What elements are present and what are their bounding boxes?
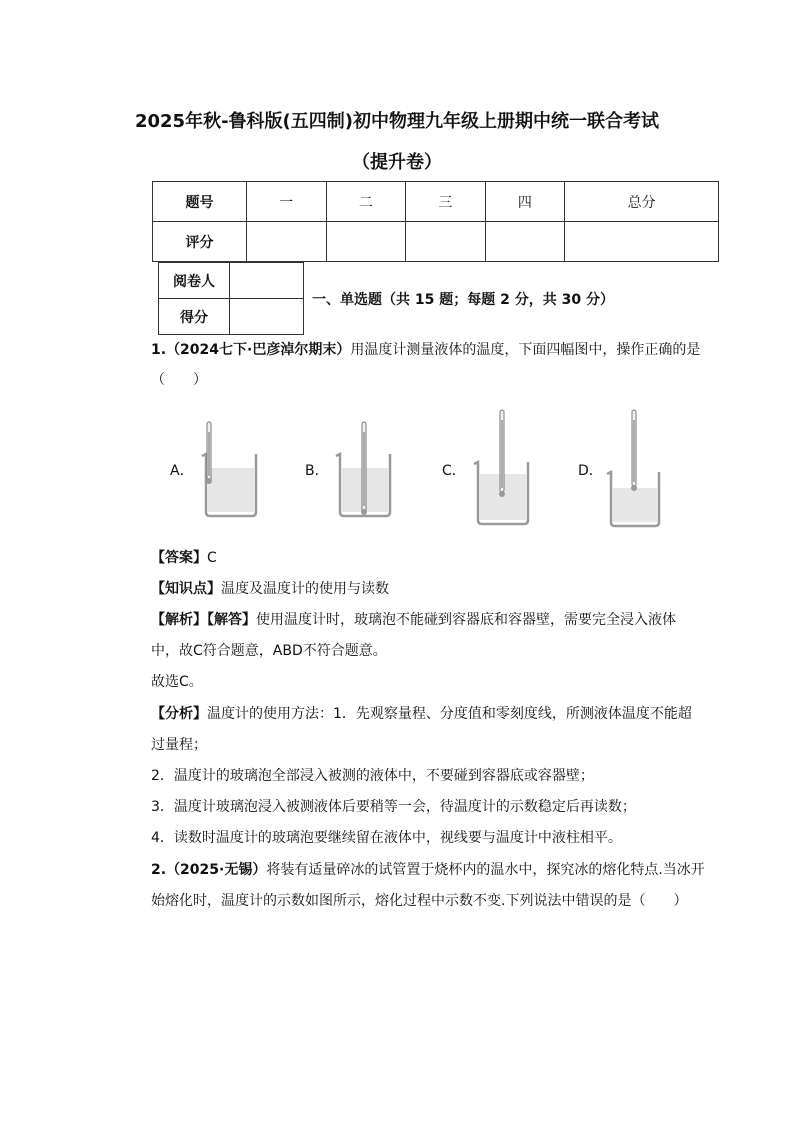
fenxi-line-1: [151, 704, 721, 724]
grader-score-field: [230, 299, 304, 335]
analysis-label: 【解析】: [151, 612, 207, 628]
answer-label: 【答案】: [151, 550, 207, 566]
option-c-label: C．: [442, 463, 466, 479]
analysis-sublabel: 【解答】: [207, 612, 256, 628]
score-cell-2: 二: [326, 182, 406, 222]
question-text: 用温度计测量液体的温度，下面四幅图中，操作正确的是: [350, 342, 701, 358]
conclusion-line: 故选C。: [151, 674, 203, 690]
score-cell-1: 一: [247, 182, 327, 222]
question-2-line-1: [151, 860, 721, 880]
score-input-1: [247, 222, 327, 262]
knowledge-point-line: [151, 579, 721, 599]
grader-score-label: 得分: [159, 299, 230, 335]
score-cell-label: 题号: [153, 182, 247, 222]
question-2-text-1: 将装有适量碎冰的试管置于烧杯内的温水中，探究冰的熔化特点.当冰开: [266, 862, 705, 878]
question-1-blank: （ ）: [151, 372, 207, 388]
question-2-line-2: 始熔化时，温度计的示数如图所示，熔化过程中示数不变.下列说法中错误的是（ ）: [151, 893, 688, 909]
beaker-d-figure: [605, 408, 665, 532]
question-number: 1.: [151, 342, 167, 358]
grader-box: [158, 262, 304, 335]
score-input-total: [565, 222, 719, 262]
analysis-line-1: [151, 610, 721, 630]
reviewer-field: [230, 263, 304, 299]
step-4-line: 4．读数时温度计的玻璃泡要继续留在液体中，视线要与温度计中液柱相平。: [151, 830, 622, 846]
beaker-a-figure: [198, 418, 268, 522]
knowledge-point-value: 温度及温度计的使用与读数: [221, 581, 389, 597]
knowledge-point-label: 【知识点】: [151, 581, 221, 597]
fenxi-line-2: 过量程；: [151, 737, 207, 753]
beaker-c-figure: [470, 408, 540, 530]
analysis-line-2: 中，故C符合题意，ABD不符合题意。: [151, 643, 387, 659]
beaker-b-figure: [332, 418, 402, 522]
fenxi-label: 【分析】: [151, 706, 207, 722]
option-d-label: D．: [578, 463, 603, 479]
question-2-source: （2025·无锡）: [166, 862, 267, 878]
question-source: （2024七下·巴彦淖尔期末）: [166, 342, 351, 358]
exam-subtitle: （提升卷）: [352, 152, 442, 173]
step-2-line: 2．温度计的玻璃泡全部浸入被测的液体中，不要碰到容器底或容器壁；: [151, 768, 594, 784]
question-2-number: 2.: [151, 862, 167, 878]
score-table-header-row: [153, 182, 719, 222]
exam-title: 2025年秋-鲁科版(五四制)初中物理九年级上册期中统一联合考试: [134, 111, 660, 132]
score-cell-total: 总分: [565, 182, 719, 222]
score-cell-3: 三: [406, 182, 486, 222]
score-row-label: 评分: [153, 222, 247, 262]
option-b-label: B．: [305, 463, 329, 479]
score-input-4: [485, 222, 565, 262]
score-input-3: [406, 222, 486, 262]
option-a-label: A．: [170, 463, 194, 479]
score-input-2: [326, 222, 406, 262]
analysis-text-1: 使用温度计时，玻璃泡不能碰到容器底和容器壁，需要完全浸入液体: [256, 612, 676, 628]
section-heading: 一、单选题（共 15 题；每题 2 分，共 30 分）: [312, 292, 614, 308]
score-table-score-row: [153, 222, 719, 262]
answer-value: C: [207, 550, 217, 566]
reviewer-label: 阅卷人: [159, 263, 230, 299]
question-1-stem: [151, 340, 721, 360]
score-cell-4: 四: [485, 182, 565, 222]
score-table: [152, 181, 719, 262]
fenxi-text-1: 温度计的使用方法：1．先观察量程、分度值和零刻度线，所测液体温度不能超: [207, 706, 692, 722]
step-3-line: 3．温度计玻璃泡浸入被测液体后要稍等一会，待温度计的示数稳定后再读数；: [151, 799, 636, 815]
answer-line: [151, 548, 721, 568]
